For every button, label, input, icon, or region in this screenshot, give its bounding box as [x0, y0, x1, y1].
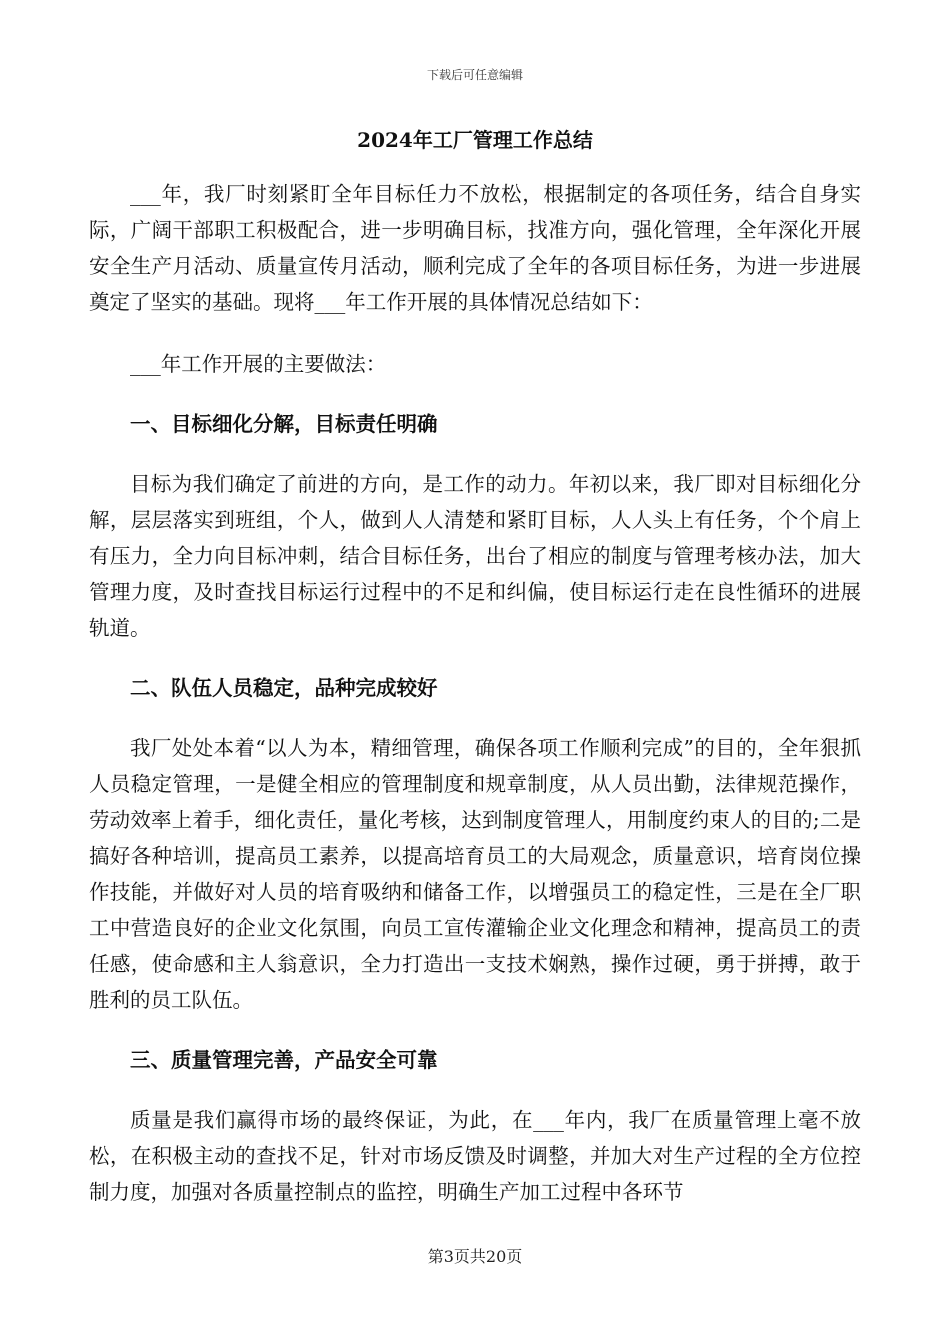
section-paragraph: 我厂处处本着“以人为本，精细管理，确保各项工作顺利完成”的目的，全年狠抓人员稳定管理，一是健全相应的管理制度和规章制度，从人员出勤，法律规范操作，劳动效率上着手，细化责任，量化考核，达到制度管理人，用制度约束人的目的;二是搞好各种培训，提高员工素养，以提高培育员工的大局观念，质量意识，培育岗位操作技能，并做好对人员的培育吸纳和储备工作，以增强员工的稳定性，三是在全厂职工中营造良好的企业文化氛围，向员工宣传灌输企业文化理念和精神，提高员工的责任感，使命感和主人翁意识，全力打造出一支技术娴熟，操作过硬，勇于拼搏，敢于胜利的员工队伍。 — [89, 736, 861, 1012]
section-paragraph: 目标为我们确定了前进的方向，是工作的动力。年初以来，我厂即对目标细化分解，层层落实到班组，个人，做到人人清楚和紧盯目标，人人头上有任务，个个肩上有压力，全力向目标冲刺，结合目标任务，出台了相应的制度与管理考核办法，加大管理力度，及时查找目标运行过程中的不足和纠偏，使目标运行走在良性循环的进展轨道。 — [89, 472, 861, 640]
document-title: 2024年工厂管理工作总结 — [357, 128, 593, 152]
intro-paragraph: ___年，我厂时刻紧盯全年目标任力不放松，根据制定的各项任务，结合自身实际，广阔干部职工积极配合，进一步明确目标，找准方向，强化管理，全年深化开展安全生产月活动、质量宣传月活动，顺利完成了全年的各项目标任务，为进一步进展奠定了坚实的基础。现将___年工作开展的具体情况总结如下： — [89, 182, 861, 314]
document-body — [89, 176, 861, 1210]
section-heading: 一、目标细化分解，目标责任明确 — [130, 412, 438, 436]
header-note: 下载后可任意编辑 — [426, 68, 523, 82]
section-heading: 二、队伍人员稳定，品种完成较好 — [130, 676, 438, 700]
section-paragraph: 质量是我们赢得市场的最终保证，为此，在___年内，我厂在质量管理上毫不放松，在积极主动的查找不足，针对市场反馈及时调整，并加大对生产过程的全方位控制力度，加强对各质量控制点的监控，明确生产加工过程中各环节 — [89, 1108, 861, 1204]
lead-paragraph: ___年工作开展的主要做法： — [130, 352, 387, 376]
section-heading: 三、质量管理完善，产品安全可靠 — [130, 1048, 438, 1072]
page-number: 第3页共20页 — [427, 1247, 523, 1266]
